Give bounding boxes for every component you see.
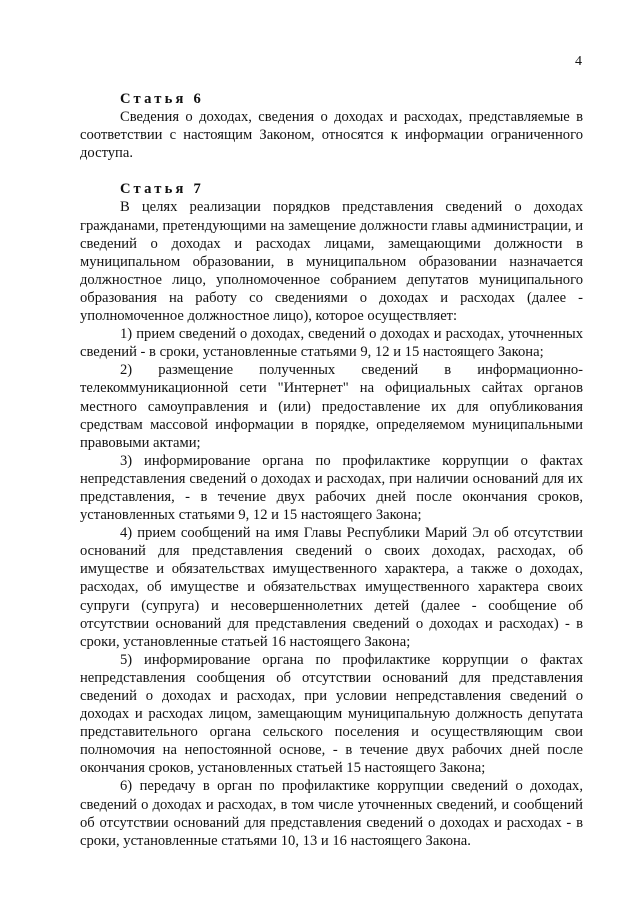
article-7-intro: В целях реализации порядков представления сведений о доходах гражданами, претендующими на замещение должности главы администрации, и сведений о доходах и расходах лицами, замещающими должности в муниципальном образовании, в муниципальном образовании назначается должностное лицо, уполномоченное собранием депутатов муниципального образования на работу со сведениями о доходах и расходах (далее - уполномоченное должностное лицо), которое осуществляет: bbox=[80, 199, 583, 325]
article-6-heading: Статья 6 bbox=[120, 91, 204, 107]
list-item: 2) размещение полученных сведений в информационно-телекоммуникационной сети "Интернет" на официальных сайтах органов местного самоуправления и (или) предоставление их для опубликования средствам массовой информации в порядке, определяемом муниципальными правовыми актами; bbox=[80, 362, 583, 451]
list-item: 5) информирование органа по профилактике коррупции о фактах непредставления сообщения об отсутствии оснований для представления сведений о доходах и расходах, при условии непредставления сведений о доходах и расходах лицом, замещающим муниципальную должность депутата представительного органа сельского поселения и осуществляющим свои полномочия на непостоянной основе, - в течение двух рабочих дней после окончания сроков, установленных статьей 15 настоящего Закона; bbox=[80, 651, 583, 777]
list-item: 3) информирование органа по профилактике коррупции о фактах непредставления сведений о доходах и расходах, при наличии оснований для их представления, - в течение двух рабочих дней после окончания сроков, установленных статьями 9, 12 и 15 настоящего Закона; bbox=[80, 452, 583, 524]
list-item: 6) передачу в орган по профилактике коррупции сведений о доходах, сведений о доходах и расходах, в том числе уточненных сведений, и сообщений об отсутствии оснований для представления сведений о доходах и расходах - в сроки, установленные статьями 10, 13 и 16 настоящего Закона. bbox=[80, 778, 583, 849]
article-7-heading: Статья 7 bbox=[120, 181, 204, 198]
document-body bbox=[80, 90, 583, 850]
page-number: 4 bbox=[575, 54, 582, 69]
list-item: 1) прием сведений о доходах, сведений о доходах и расходах, уточненных сведений - в сроки, установленные статьями 9, 12 и 15 настоящего Закона; bbox=[80, 326, 583, 361]
list-item: 4) прием сообщений на имя Главы Республики Марий Эл об отсутствии оснований для представления сведений о своих доходах, расходах, об имуществе и обязательствах имущественного характера, а также о доходах, расходах, об имуществе и обязательствах имущественного характера своих супруги (супруга) и несовершеннолетних детей (далее - сообщение об отсутствии оснований для представления сведений о доходах и расходах) - в сроки, установленные статьей 16 настоящего Закона; bbox=[80, 525, 583, 650]
section-gap bbox=[80, 162, 583, 180]
article-6-text: Сведения о доходах, сведения о доходах и расходах, представляемые в соответствии с настоящим Законом, относятся к информации ограниченного доступа. bbox=[80, 109, 583, 162]
